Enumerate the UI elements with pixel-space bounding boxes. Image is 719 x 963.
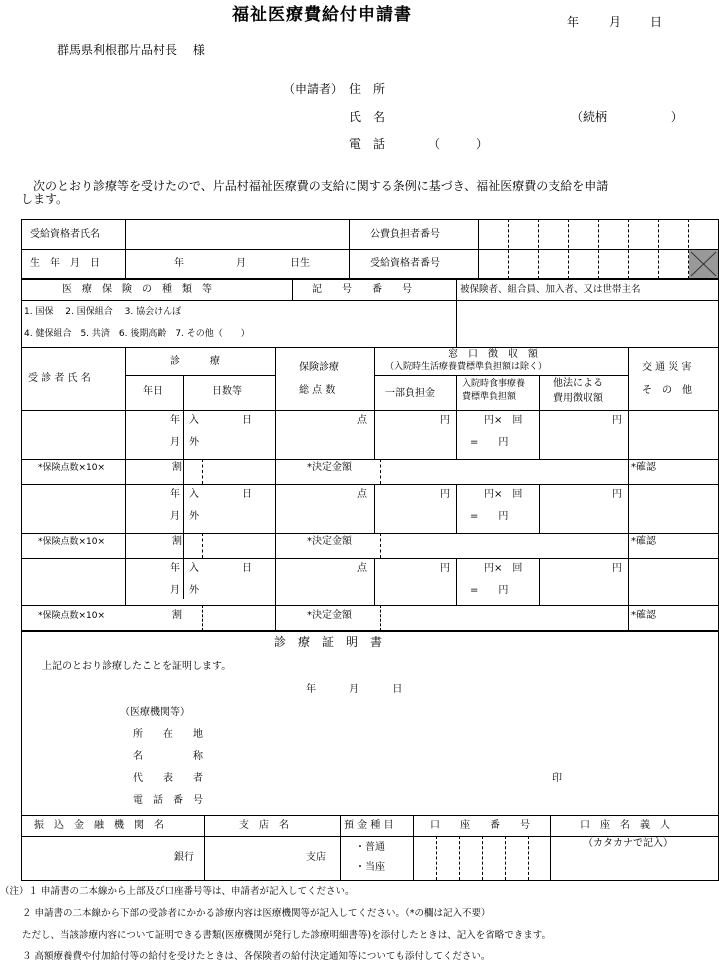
date-year-label: 年 xyxy=(567,15,580,29)
other-law-header-1: 他法による xyxy=(553,378,603,389)
note-1: （注）１ 申請書の二本線から上部及び口座番号等は、申請者が記入してください。 xyxy=(0,886,355,897)
insurance-options-2[interactable]: 4. 健保組合 5. 共済 6. 後期高齢 7. その他（ ） xyxy=(24,329,250,339)
date-day-label: 日 xyxy=(650,15,663,29)
row3-ins-points-x10: *保険点数×10× xyxy=(38,611,106,621)
patient-name-header: 受 診 者 氏 名 xyxy=(28,373,91,384)
recipient-no-label: 受給資格者番号 xyxy=(370,258,440,269)
year-day-header: 年日 xyxy=(143,386,163,397)
insurance-type-header: 医 療 保 険 の 種 類 等 xyxy=(62,284,212,295)
row2-confirm: *確認 xyxy=(631,536,656,547)
relation-label: （続柄 ） xyxy=(571,110,683,124)
row3-year: 年 xyxy=(170,563,180,574)
row1-decision-amount: *決定金額 xyxy=(307,462,352,473)
row3-meal-times: 円× 回 xyxy=(484,563,523,574)
row2-meal-eq: = 円 xyxy=(470,511,509,522)
other-law-header-2: 費用徴収額 xyxy=(553,393,603,404)
public-payer-field[interactable] xyxy=(479,220,717,248)
location-label: 所 在 地 xyxy=(133,729,203,740)
account-no-header: 口 座 番 号 xyxy=(430,820,530,831)
row1-partial-yen: 円 xyxy=(440,415,450,426)
row3-wari: 割 xyxy=(172,610,182,621)
row3-point: 点 xyxy=(357,563,367,574)
row2-out: 外 xyxy=(189,511,199,522)
account-holder-field[interactable] xyxy=(551,850,717,879)
window-collection-header: 窓 口 徴 収 額 xyxy=(448,349,538,360)
meal-cost-header-1: 入院時食事療養 xyxy=(462,379,526,389)
deposit-type-header: 預 金 種 目 xyxy=(344,820,394,831)
row2-partial-yen: 円 xyxy=(440,489,450,500)
birth-month-label: 月 xyxy=(236,258,246,269)
row2-meal-times: 円× 回 xyxy=(484,489,523,500)
deposit-current-option[interactable]: ・当座 xyxy=(355,862,385,873)
medical-care-header: 診 療 xyxy=(170,356,220,367)
row3-month: 月 xyxy=(170,585,180,596)
insurance-points-header-2: 総 点 数 xyxy=(299,385,336,396)
seal-mark: 印 xyxy=(552,773,562,784)
row1-year: 年 xyxy=(170,415,180,426)
insurance-options-1[interactable]: 1. 国保 2. 国保組合 3. 協会けんぽ xyxy=(24,307,182,317)
certificate-date: 年 月 日 xyxy=(306,684,403,695)
account-holder-header: 口 座 名 義 人 xyxy=(580,820,670,831)
row2-month: 月 xyxy=(170,511,180,522)
bank-suffix: 銀行 xyxy=(174,852,194,863)
birthdate-label: 生 年 月 日 xyxy=(30,258,100,269)
birth-day-label: 日生 xyxy=(290,258,310,269)
bank-institution-header: 振 込 金 融 機 関 名 xyxy=(34,820,164,831)
meal-cost-header-2: 費標準負担額 xyxy=(462,392,517,402)
row1-in: 入 xyxy=(189,415,199,426)
row2-in: 入 xyxy=(189,489,199,500)
row1-wari: 割 xyxy=(172,462,182,473)
certificate-title: 診 療 証 明 書 xyxy=(274,635,383,649)
row2-day: 日 xyxy=(242,489,252,500)
row2-point: 点 xyxy=(357,489,367,500)
window-collection-note: （入院時生活療養費標準負担額は除く） xyxy=(385,362,548,372)
recipient-name-label: 受給資格者氏名 xyxy=(30,229,100,240)
row3-out: 外 xyxy=(189,585,199,596)
row3-decision-amount: *決定金額 xyxy=(307,610,352,621)
row1-point: 点 xyxy=(357,415,367,426)
public-payer-label: 公費負担者番号 xyxy=(370,229,440,240)
row3-in: 入 xyxy=(189,563,199,574)
intro-text: 次のとおり診療等を受けたので、片品村福祉医療費の支給に関する条例に基づき、福祉医療費の支給を申請 xyxy=(21,179,609,193)
applicant-label: （申請者） xyxy=(283,82,344,96)
certificate-statement: 上記のとおり診療したことを証明します。 xyxy=(42,661,232,672)
phone-parens: （ ） xyxy=(428,137,489,151)
row3-partial-yen: 円 xyxy=(440,563,450,574)
row1-meal-eq: = 円 xyxy=(470,437,509,448)
traffic-header-1: 交 通 災 害 xyxy=(642,362,692,373)
bank-branch-header: 支 店 名 xyxy=(239,820,289,831)
insured-name-header: 被保険者、組合員、加入者、又は世帯主名 xyxy=(460,284,641,295)
row1-meal-times: 円× 回 xyxy=(484,415,523,426)
traffic-header-2: そ の 他 xyxy=(642,385,692,396)
representative-label: 代 表 者 xyxy=(133,773,203,784)
recipient-no-field[interactable] xyxy=(479,250,688,278)
name-label: 氏 名 xyxy=(349,110,386,124)
row1-month: 月 xyxy=(170,437,180,448)
note-3: ３ 高額療養費や付加給付等の給付を受けたときは、各保険者の給付決定通知等についても添付してください。 xyxy=(0,951,491,962)
row3-other-yen: 円 xyxy=(612,563,622,574)
intro-text-2: します。 xyxy=(21,192,69,206)
address-label: 住 所 xyxy=(349,82,386,96)
deposit-ordinary-option[interactable]: ・普通 xyxy=(355,842,385,853)
shaded-x-box xyxy=(689,250,718,278)
row1-confirm: *確認 xyxy=(631,462,656,473)
inst-phone-label: 電 話 番 号 xyxy=(133,795,203,806)
row3-confirm: *確認 xyxy=(631,610,656,621)
institution-label: （医療機関等） xyxy=(120,707,190,718)
page-title: 福祉医療費給付申請書 xyxy=(232,5,412,25)
phone-label: 電 話 xyxy=(349,137,386,151)
insurance-points-header-1: 保険診療 xyxy=(299,362,339,373)
note-2: ２ 申請書の二本線から下部の受診者にかかる診療内容は医療機関等が記入してください。（*の欄は記入不要） xyxy=(0,908,491,919)
days-etc-header: 日数等 xyxy=(212,386,242,397)
addressee: 群馬県利根郡片品村長 様 xyxy=(57,43,205,57)
partial-burden-header: 一部負担金 xyxy=(385,388,435,399)
row1-ins-points-x10: *保険点数×10× xyxy=(38,463,106,473)
row3-meal-eq: = 円 xyxy=(470,585,509,596)
account-number-field[interactable] xyxy=(414,837,549,879)
insured-name-field[interactable] xyxy=(457,301,717,346)
row2-wari: 割 xyxy=(172,536,182,547)
symbol-number-header: 記 号 番 号 xyxy=(312,284,412,295)
row2-ins-points-x10: *保険点数×10× xyxy=(38,537,106,547)
branch-suffix: 支店 xyxy=(306,852,326,863)
row1-out: 外 xyxy=(189,437,199,448)
row1-day: 日 xyxy=(242,415,252,426)
row2-year: 年 xyxy=(170,489,180,500)
row2-other-yen: 円 xyxy=(612,489,622,500)
note-2b: ただし、当該診療内容について証明できる書類(医療機関が発行した診療明細書等)を添付したときは、記入を省略できます。 xyxy=(0,930,551,941)
birth-year-label: 年 xyxy=(174,258,184,269)
row3-day: 日 xyxy=(242,563,252,574)
inst-name-label: 名 称 xyxy=(133,751,203,762)
recipient-name-field[interactable] xyxy=(126,220,348,248)
date-month-label: 月 xyxy=(609,15,622,29)
katakana-note: （カタカナで記入） xyxy=(583,838,673,849)
row1-other-yen: 円 xyxy=(612,415,622,426)
symbol-number-field[interactable] xyxy=(293,301,455,346)
row2-decision-amount: *決定金額 xyxy=(307,536,352,547)
